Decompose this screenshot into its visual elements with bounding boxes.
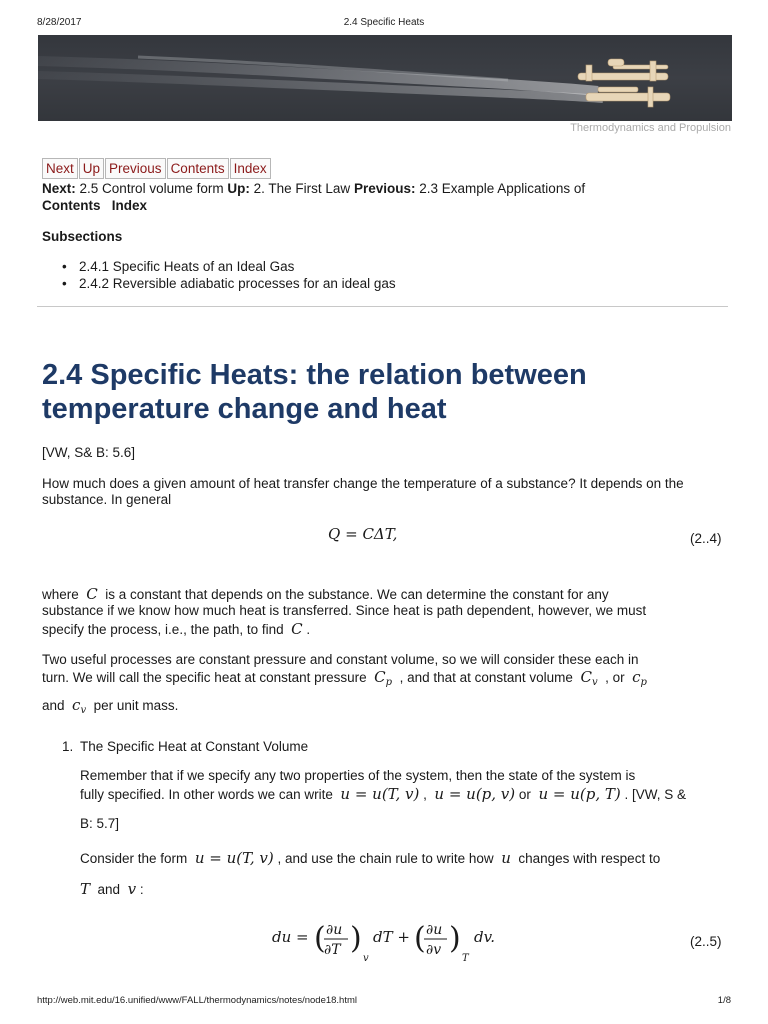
nav-button-bar (42, 158, 271, 179)
math-var: C (580, 668, 592, 686)
page-number: 1/8 (717, 995, 731, 1006)
eq2-den1: ∂T (324, 942, 341, 958)
paragraph-line: Remember that if we specify any two properties of the system, then the state of the system is (80, 768, 636, 783)
equation-number: (2..5) (690, 934, 722, 949)
up-link[interactable]: 2. The First Law (253, 181, 351, 196)
list-item (62, 258, 396, 275)
previous-link[interactable]: 2.3 Example Applications of (419, 181, 586, 196)
paragraph-line: specify the process, i.e., the path, to find C . (42, 620, 311, 638)
list-marker: 1. (62, 739, 74, 754)
up-label: Up: (227, 181, 250, 196)
index-link[interactable]: Index (111, 198, 148, 213)
eq2-lhs: du = (272, 928, 309, 946)
paragraph-line: where C is a constant that depends on the substance. We can determine the constant for any (42, 585, 609, 603)
math-var: c (632, 668, 641, 686)
subsections-heading: Subsections (42, 229, 123, 244)
print-header (37, 17, 731, 31)
math-expr: u = u(p, v) (434, 785, 516, 803)
eq2-sub2: T (462, 953, 469, 964)
paragraph-line: Two useful processes are constant pressure and constant volume, so we will consider these each in (42, 652, 639, 667)
math-expr: u = u(T, v) (194, 849, 274, 867)
equation-number: (2..4) (690, 531, 722, 546)
math-var: C (86, 585, 98, 603)
math-expr: u = u(p, T) (538, 785, 621, 803)
paragraph-line: and $c_v$ per unit mass. (42, 696, 179, 716)
page-url: http://web.mit.edu/16.unified/www/FALL/thermodynamics/notes/node18.html (37, 995, 358, 1006)
nav-text-line-2 (42, 198, 147, 214)
math-var: u (501, 849, 511, 867)
eq-rhs: CΔT, (362, 525, 398, 543)
right-paren: ) (449, 921, 461, 956)
eq-lhs: Q (328, 525, 341, 543)
paragraph-line: turn. We will call the specific heat at constant pressure $C_p$ , and that at constant volume $C_v$ , or $c_p$ (42, 668, 647, 688)
list-item (62, 275, 396, 292)
eq-equals: = (345, 525, 358, 543)
left-paren: ( (314, 921, 326, 956)
math-var: v (127, 880, 137, 898)
equation-2-4 (328, 525, 397, 543)
paragraph-line: fully specified. In other words we can write u = u(T, v) , u = u(p, v) or u = u(p, T) . [VW, S & (80, 785, 686, 803)
paragraph-line: Consider the form u = u(T, v) , and use the chain rule to write how u changes with respect to (80, 849, 661, 867)
next-button[interactable]: Next (42, 158, 78, 179)
math-var: c (72, 696, 81, 714)
equation-2-5 (272, 920, 532, 966)
math-var: T (80, 880, 91, 898)
print-date: 8/28/2017 (37, 17, 82, 28)
site-name: Thermodynamics and Propulsion (570, 122, 731, 134)
partial-derivative-equation (272, 920, 532, 966)
subsection-link[interactable]: 2.4.1 Specific Heats of an Ideal Gas (79, 259, 295, 274)
aircraft-contrail-icon (38, 35, 732, 121)
reference-citation: [VW, S& B: 5.6] (42, 445, 136, 460)
next-label: Next: (42, 181, 76, 196)
math-var: C (291, 620, 303, 638)
index-button[interactable]: Index (230, 158, 271, 179)
paragraph-intro: How much does a given amount of heat transfer change the temperature of a substance? It depends on the substance. In general (42, 476, 684, 507)
subsection-link[interactable]: 2.4.2 Reversible adiabatic processes for an ideal gas (79, 276, 396, 291)
paragraph-line: substance if we know how much heat is transferred. Since heat is path dependent, however, we must (42, 603, 647, 618)
math-var: C (374, 668, 386, 686)
next-link[interactable]: 2.5 Control volume form (79, 181, 224, 196)
eq2-sub1: v (363, 953, 369, 964)
list-item-title: The Specific Heat at Constant Volume (80, 739, 309, 754)
paragraph-line: T and v : (80, 880, 144, 898)
eq2-den2: ∂v (426, 942, 442, 958)
eq2-num1: ∂u (326, 922, 343, 938)
contents-link[interactable]: Contents (42, 198, 101, 213)
aircraft-banner-image (38, 35, 732, 121)
right-paren: ) (350, 921, 362, 956)
left-paren: ( (414, 921, 426, 956)
previous-label: Previous: (353, 181, 416, 196)
eq2-num2: ∂u (426, 922, 443, 938)
page-title: 2.4 Specific Heats: the relation between temperature change and heat (42, 359, 587, 425)
print-title: 2.4 Specific Heats (343, 17, 425, 28)
paragraph-line: B: 5.7] (80, 816, 120, 831)
eq2-end: dv. (474, 928, 496, 946)
nav-text-line (42, 181, 585, 197)
up-button[interactable]: Up (79, 158, 104, 179)
contents-button[interactable]: Contents (167, 158, 229, 179)
divider (37, 306, 728, 307)
math-expr: u = u(T, v) (340, 785, 420, 803)
subsection-list (62, 258, 396, 292)
previous-button[interactable]: Previous (105, 158, 166, 179)
eq2-mid: dT + (373, 928, 410, 946)
